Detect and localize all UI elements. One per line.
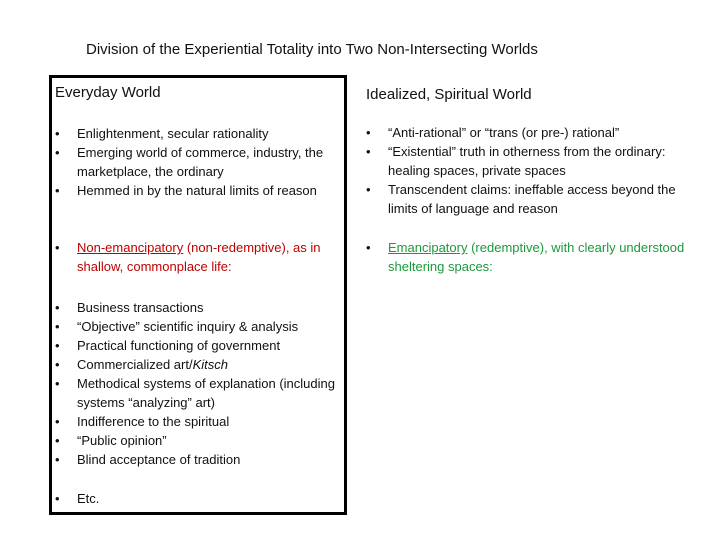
list-item: • “Anti-rational” or “trans (or pre-) rational” — [366, 125, 620, 140]
page-title: Division of the Experiential Totality into Two Non-Intersecting Worlds — [86, 41, 538, 58]
list-item: • Methodical systems of explanation (including systems “analyzing” art) — [55, 376, 335, 410]
non-emancipatory-list — [55, 238, 340, 276]
list-item: • Blind acceptance of tradition — [55, 452, 241, 467]
bullet-icon: • — [55, 357, 60, 372]
spiritual-world-heading: Idealized, Spiritual World — [366, 86, 532, 103]
list-item: • “Objective” scientific inquiry & analysis — [55, 319, 299, 334]
bullet-icon: • — [366, 144, 371, 159]
list-item: • Indifference to the spiritual — [55, 414, 230, 429]
bullet-icon: • — [55, 126, 60, 141]
list-item: • Non-emancipatory (non-redemptive), as in shallow, commonplace life: — [55, 240, 321, 274]
bullet-icon: • — [366, 125, 371, 140]
commonplace-examples-list — [55, 298, 340, 469]
bullet-icon: • — [366, 182, 371, 197]
list-item: • “Public opinion” — [55, 433, 167, 448]
bullet-icon: • — [55, 433, 60, 448]
list-item: • Commercialized art/Kitsch — [55, 357, 228, 372]
list-item: • “Existential” truth in otherness from the ordinary: healing spaces, private spaces — [366, 144, 666, 178]
list-item: • Practical functioning of government — [55, 338, 281, 353]
etc-list — [55, 489, 340, 508]
bullet-icon: • — [366, 240, 371, 255]
list-item: • Emerging world of commerce, industry, the marketplace, the ordinary — [55, 145, 324, 179]
bullet-icon: • — [55, 319, 60, 334]
list-item: • Transcendent claims: ineffable access beyond the limits of language and reason — [366, 182, 676, 216]
bullet-icon: • — [55, 414, 60, 429]
list-item: • Business transactions — [55, 300, 204, 315]
bullet-icon: • — [55, 491, 60, 506]
everyday-characteristics-list — [55, 124, 340, 200]
bullet-icon: • — [55, 145, 60, 160]
spiritual-characteristics-list — [366, 123, 686, 218]
bullet-icon: • — [55, 452, 60, 467]
bullet-icon: • — [55, 240, 60, 255]
everyday-world-heading: Everyday World — [55, 84, 161, 101]
list-item: • Emancipatory (redemptive), with clearly understood sheltering spaces: — [366, 240, 685, 274]
non-emancipatory-term: Non-emancipatory — [77, 240, 184, 255]
bullet-icon: • — [55, 300, 60, 315]
kitsch-term: Kitsch — [192, 357, 228, 372]
list-item: • Etc. — [55, 491, 100, 506]
emancipatory-list — [366, 238, 686, 276]
bullet-icon: • — [55, 376, 60, 391]
bullet-icon: • — [55, 183, 60, 198]
bullet-icon: • — [55, 338, 60, 353]
list-item: • Enlightenment, secular rationality — [55, 126, 269, 141]
emancipatory-term: Emancipatory — [388, 240, 468, 255]
list-item: • Hemmed in by the natural limits of reason — [55, 183, 317, 198]
